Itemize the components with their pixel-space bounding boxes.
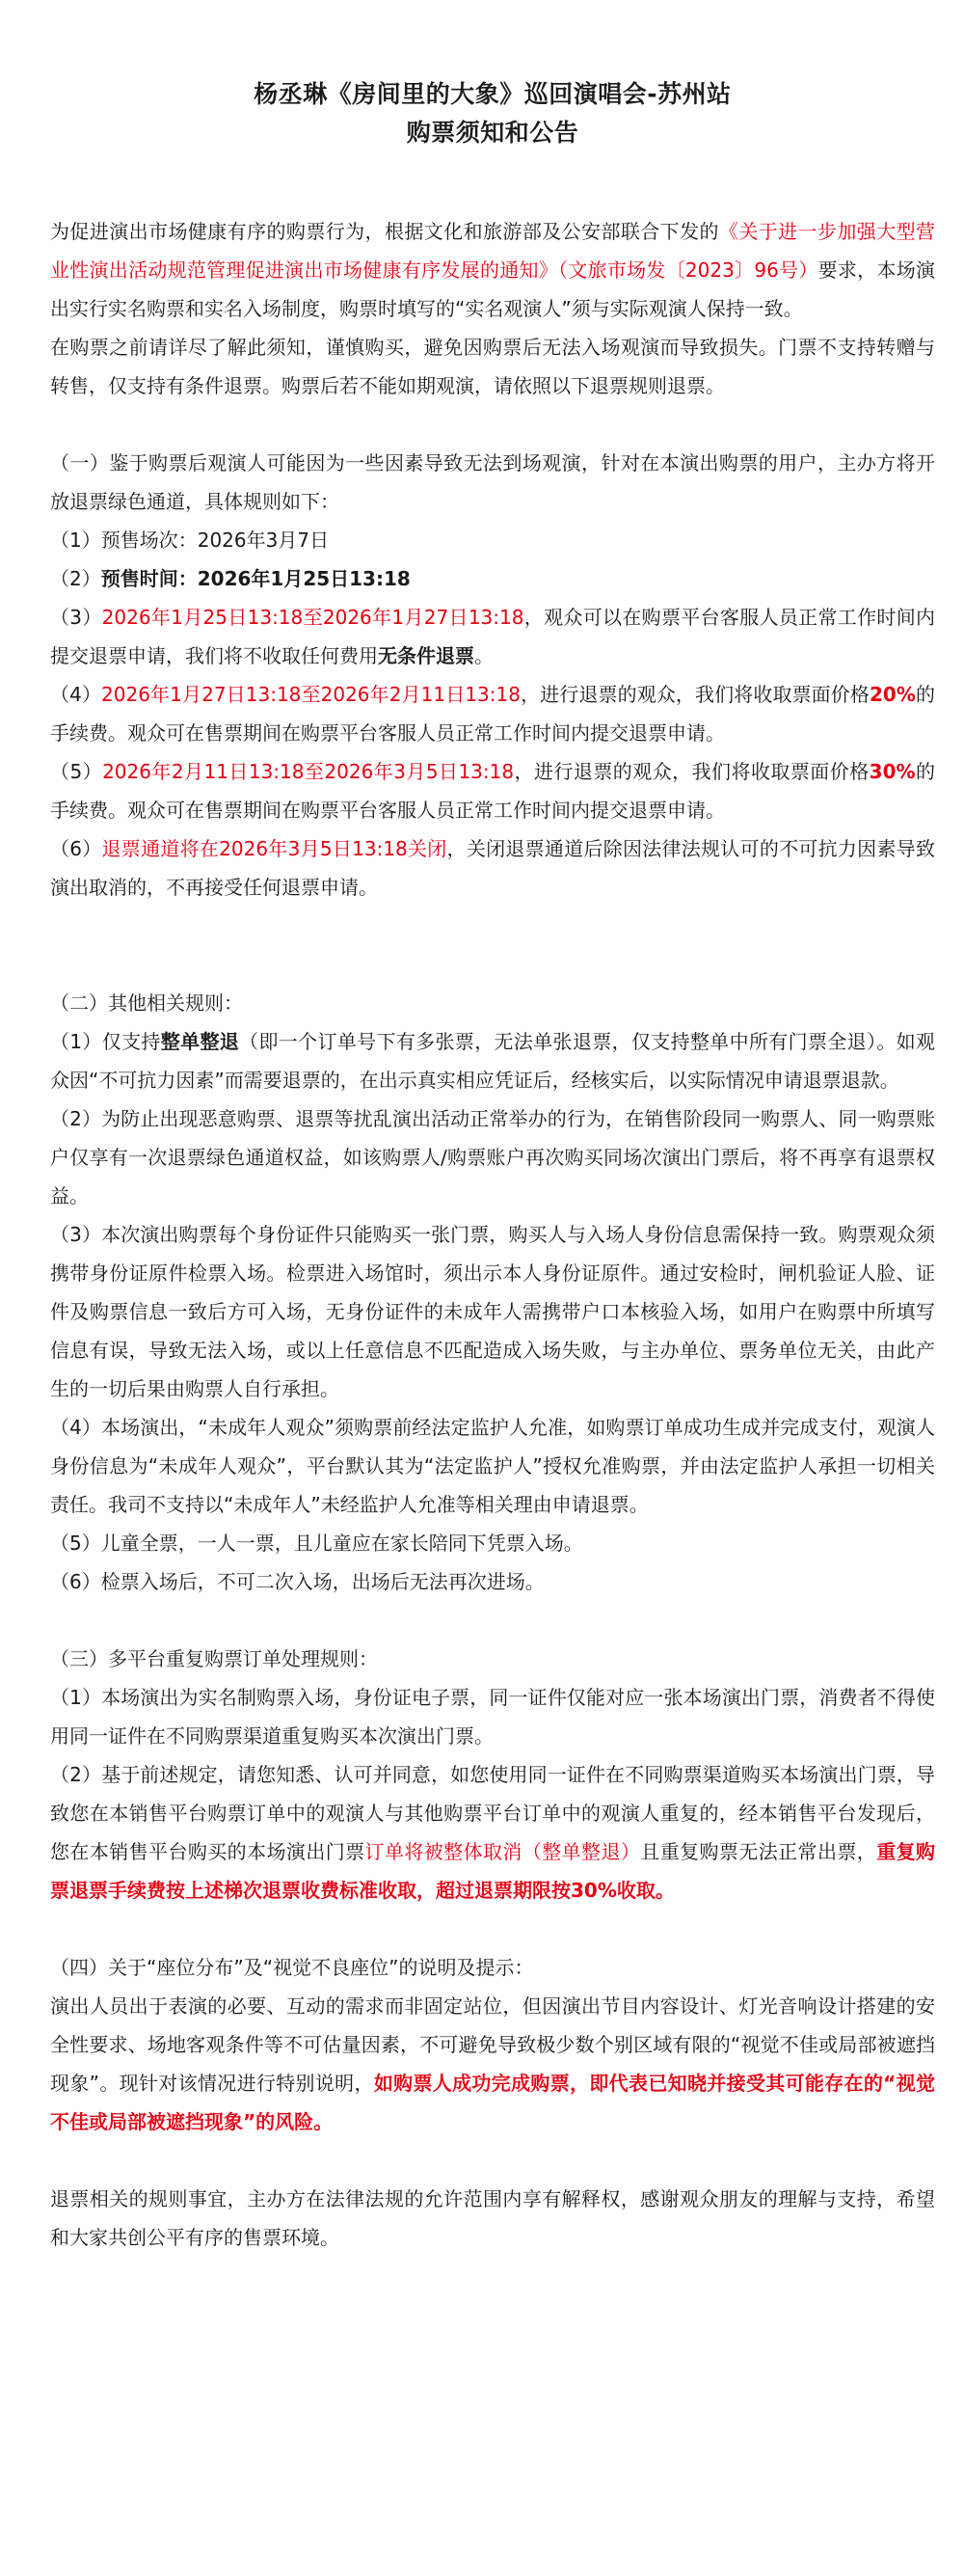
document-body: [50, 212, 935, 2257]
item-text: 演出人员出于表演的必要、互动的需求而非固定站位，但因演出节目内容设计、灯光音响设计搭建的安全性要求、场地客观条件等不可估量因素，不可避免导致极少数个别区域有限的“视觉不佳或局部被遮挡现象”。现针对该情况进行特别说明，: [50, 1994, 935, 2095]
section2-item-3: （3）本次演出购票每个身份证件只能购买一张门票，购买人与入场人身份信息需保持一致。购票观众须携带身份证原件检票入场。检票进入场馆时，须出示本人身份证原件。通过安检时，闸机验证人脸、证件及购票信息一致后方可入场，无身份证件的未成年人需携带户口本核验入场，如用户在购票中所填写信息有误，导致无法入场，或以上任意信息不匹配造成入场失败，与主办单位、票务单位无关，由此产生的一切后果由购票人自行承担。: [50, 1223, 935, 1400]
item-prefix: （4）: [50, 683, 102, 706]
item-prefix: （5）: [50, 760, 103, 783]
item-text: ，进行退票的观众，我们将收取票面价格: [520, 683, 870, 706]
intro-text-a: 为促进演出市场健康有序的购票行为，根据文化和旅游部及公安部联合下发的: [50, 220, 719, 243]
item-text: ，进行退票的观众，我们将收取票面价格: [514, 760, 870, 783]
intro-paragraph-2: 在购票之前请详尽了解此须知，谨慎购买，避免因购票后无法入场观演而导致损失。门票不支持转赠与转售，仅支持有条件退票。购票后若不能如期观演，请依照以下退票规则退票。: [50, 336, 935, 397]
presale-time-label: 预售时间：: [100, 567, 198, 590]
regulation-notice-title: 《关于进一步加强大型营业性演出活动规范管理促进演出市场健康有序发展的通知》（文旅市场发〔2023〕96号）: [50, 220, 936, 282]
section1-item-3: [50, 598, 935, 675]
refund-period-3: 2026年2月11日13:18至2026年3月5日13:18: [102, 760, 515, 783]
section1-heading: （一）鉴于购票后观演人可能因为一些因素导致无法到场观演，针对在本演出购票的用户，主办方将开放退票绿色通道，具体规则如下：: [50, 451, 935, 513]
section1-item-4: [50, 675, 935, 752]
closing-paragraph: 退票相关的规则事宜，主办方在法律法规的允许范围内享有解释权，感谢观众朋友的理解与支持，希望和大家共创公平有序的售票环境。: [50, 2187, 935, 2249]
section3-heading: （三）多平台重复购票订单处理规则：: [50, 1647, 378, 1670]
item-text: 的手续费。观众可在售票期间在购票平台客服人员正常工作时间内提交退票申请。: [50, 760, 935, 822]
intro-text-b: 要求，本场演出实行实名购票和实名入场制度，购票时填写的“实名观演人”须与实际观演人保持一致。: [50, 258, 935, 320]
section2-item-1: [50, 1022, 935, 1099]
order-cancel-notice: 订单将被整体取消（整单整退）: [364, 1840, 641, 1863]
section2-item-6: （6）检票入场后，不可二次入场，出场后无法再次进场。: [50, 1570, 545, 1593]
item-text: 的手续费。观众可在售票期间在购票平台客服人员正常工作时间内提交退票申请。: [50, 683, 935, 745]
free-refund-label: 无条件退票: [378, 644, 474, 667]
section4-heading: （四）关于“座位分布”及“视觉不良座位”的说明及提示：: [50, 1956, 534, 1979]
whole-order-refund-label: 整单整退: [160, 1030, 240, 1053]
refund-close-notice: 退票通道将在2026年3月5日13:18关闭: [101, 837, 447, 860]
spacer: [50, 1601, 935, 1640]
spacer: [50, 2141, 935, 2180]
intro-paragraph-1: [50, 212, 935, 328]
item-prefix: （6）: [50, 837, 102, 860]
item-text: 。: [474, 644, 494, 667]
item-text: ，观众可以在购票平台客服人员正常工作时间内提交退票申请，我们将不收取任何费用: [50, 606, 936, 667]
item-prefix: （2）: [50, 567, 101, 590]
page-subtitle: 购票须知和公告: [406, 119, 579, 147]
duplicate-fee-notice: 重复购票退票手续费按上述梯次退票收费标准收取，超过退票期限按30%收取。: [50, 1840, 936, 1902]
section3-item-2: [50, 1755, 935, 1910]
section2-heading: （二）其他相关规则：: [50, 991, 243, 1015]
section1-item-6: [50, 829, 935, 907]
section2-item-5: （5）儿童全票，一人一票，且儿童应在家长陪同下凭票入场。: [50, 1532, 583, 1555]
section4-paragraph: [50, 1987, 935, 2141]
item-prefix: （1）仅支持: [50, 1030, 161, 1053]
spacer: [50, 907, 935, 984]
section2-item-4: （4）本场演出，“未成年人观众”须购票前经法定监护人允准，如购票订单成功生成并完成支付，观演人身份信息为“未成年人观众”，平台默认其为“法定监护人”授权允准购票，并由法定监护人承担一切相关责任。我司不支持以“未成年人”未经监护人允准等相关理由申请退票。: [50, 1416, 935, 1516]
item-text: （即一个订单号下有多张票，无法单张退票，仅支持整单中所有门票全退）。如观众因“不可抗力因素”而需要退票的，在出示真实相应凭证后，经核实后，以实际情况申请退票退款。: [50, 1030, 935, 1092]
page-title: 杨丞琳《房间里的大象》巡回演唱会-苏州站: [254, 80, 732, 108]
fee-30-percent: 30%: [869, 760, 916, 783]
section1-item-1: （1）预售场次：2026年3月7日: [50, 529, 330, 552]
section1-item-2: [50, 559, 935, 598]
section1-item-5: [50, 752, 935, 829]
refund-period-1: 2026年1月25日13:18至2026年1月27日13:18: [101, 606, 524, 629]
fee-20-percent: 20%: [870, 683, 916, 706]
item-prefix: （3）: [50, 606, 102, 629]
refund-period-2: 2026年1月27日13:18至2026年2月11日13:18: [101, 683, 521, 706]
section3-item-1: （1）本场演出为实名制购票入场，身份证电子票，同一证件仅能对应一张本场演出门票，消费者不得使用同一证件在不同购票渠道重复购买本次演出门票。: [50, 1686, 935, 1748]
view-risk-notice: 如购票人成功完成购票，即代表已知晓并接受其可能存在的“视觉不佳或局部被遮挡现象”的风险。: [50, 2072, 935, 2133]
presale-time-value: 2026年1月25日13:18: [197, 567, 411, 590]
item-text: 且重复购票无法正常出票，: [640, 1840, 877, 1863]
section2-item-2: （2）为防止出现恶意购票、退票等扰乱演出活动正常举办的行为，在销售阶段同一购票人、同一购票账户仅享有一次退票绿色通道权益，如该购票人/购票账户再次购买同场次演出门票后，将不再享有退票权益。: [50, 1107, 935, 1207]
spacer: [50, 405, 935, 444]
item-text: （2）基于前述规定，请您知悉、认可并同意，如您使用同一证件在不同购票渠道购买本场演出门票，导致您在本销售平台购票订单中的观演人与其他购票平台订单中的观演人重复的，经本销售平台发现后，您在本销售平台购买的本场演出门票: [50, 1763, 935, 1863]
item-text: ，关闭退票通道后除因法律法规认可的不可抗力因素导致演出取消的，不再接受任何退票申请。: [50, 837, 935, 899]
spacer: [50, 1910, 935, 1948]
